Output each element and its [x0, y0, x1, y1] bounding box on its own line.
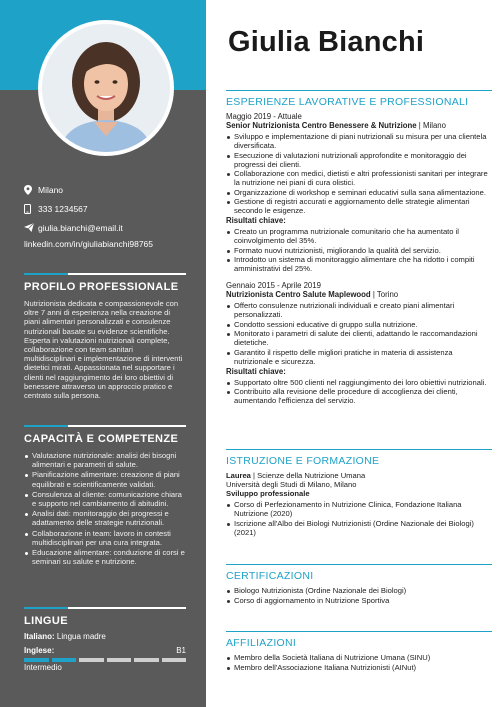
experience-section	[226, 90, 492, 406]
result-item: Supportato oltre 500 clienti nel raggiungimento dei loro obiettivi nutrizionali.	[226, 378, 492, 387]
dev-label: Sviluppo professionale	[226, 489, 310, 498]
job-date: Maggio 2019 - Attuale	[226, 112, 302, 121]
education-section	[226, 449, 492, 537]
job-duties	[226, 301, 492, 366]
phone-text: 333 1234567	[38, 203, 88, 214]
phone-icon	[24, 204, 38, 214]
key-results-label: Risultati chiave:	[226, 366, 286, 376]
degree-detail: | Scienze della Nutrizione Umana	[253, 471, 366, 480]
profile-section	[24, 273, 186, 400]
job-location: | Milano	[418, 121, 446, 130]
level-segment	[162, 658, 187, 662]
paper-plane-icon	[24, 223, 38, 232]
certification-item: Corso di aggiornamento in Nutrizione Sportiva	[226, 596, 492, 605]
experience-title: ESPERIENZE LAVORATIVE E PROFESSIONALI	[226, 90, 492, 108]
job-location: | Torino	[372, 290, 399, 299]
job-title	[226, 290, 492, 299]
certifications-section	[226, 564, 492, 605]
sidebar	[0, 0, 206, 707]
university: Università degli Studi di Milano, Milano	[226, 480, 357, 489]
job-date: Gennaio 2015 - Aprile 2019	[226, 281, 321, 290]
profile-photo	[38, 20, 174, 156]
level-segment	[79, 658, 104, 662]
language-english-label: Inglese:	[24, 646, 55, 655]
main-content	[206, 0, 500, 707]
affiliation-item: Membro dell'Associazione Italiana Nutrizionisti (AINut)	[226, 663, 492, 672]
level-segment	[52, 658, 77, 662]
job-entry	[226, 112, 492, 273]
location-text: Milano	[38, 184, 64, 195]
result-item: Formato nuovi nutrizionisti, migliorando la qualità del servizio.	[226, 246, 492, 255]
education-list	[226, 500, 492, 537]
language-italian-level: Lingua madre	[56, 632, 106, 641]
duty-item: Organizzazione di workshop e seminari educativi sulla sana alimentazione.	[226, 188, 492, 197]
certification-item: Biologo Nutrizionista (Ordine Nazionale dei Biologi)	[226, 586, 492, 595]
language-english-level-bar	[24, 658, 186, 662]
languages-title: LINGUE	[24, 607, 186, 627]
level-segment	[24, 658, 49, 662]
duty-item: Monitorato i parametri di salute dei clienti, adattando le raccomandazioni dietetiche.	[226, 329, 492, 347]
affiliation-item: Membro della Società Italiana di Nutrizione Umana (SINU)	[226, 653, 492, 662]
job-duties	[226, 132, 492, 215]
education-item: Iscrizione all'Albo dei Biologi Nutrizionisti (Ordine Nazionale dei Biologi) (2021)	[226, 519, 492, 537]
skill-item: Pianificazione alimentare: creazione di piani equilibrati e scientificamente validati.	[24, 470, 186, 488]
skill-item: Consulenza al cliente: comunicazione chiara e supporto nel cambiamento di abitudini.	[24, 490, 186, 508]
duty-item: Garantito il rispetto delle migliori pratiche in materia di assistenza nutrizionale e sicurezza.	[226, 348, 492, 366]
language-italian	[24, 632, 186, 641]
result-item: Creato un programma nutrizionale comunitario che ha aumentato il coinvolgimento del 35%.	[226, 227, 492, 245]
job-title	[226, 121, 492, 130]
key-results-list	[226, 227, 492, 273]
contact-location	[24, 180, 199, 199]
certifications-list	[226, 586, 492, 605]
skills-title: CAPACITÀ E COMPETENZE	[24, 425, 186, 445]
duty-item: Sviluppo e implementazione di piani nutrizionali su misura per una clientela diversificata.	[226, 132, 492, 150]
skills-section	[24, 425, 186, 567]
duty-item: Esecuzione di valutazioni nutrizionali approfondite e monitoraggio dei progressi dei clienti.	[226, 151, 492, 169]
skills-list	[24, 451, 186, 566]
skill-item: Analisi dati: monitoraggio dei progressi e adattamento delle strategie nutrizionali.	[24, 509, 186, 527]
duty-item: Collaborazione con medici, dietisti e altri professionisti sanitari per integrare la nutrizione nei piani di cura olistici.	[226, 169, 492, 187]
contact-block	[24, 180, 199, 249]
affiliations-section	[226, 631, 492, 672]
email-link[interactable]: giulia.bianchi@email.it	[38, 222, 123, 233]
skill-item: Collaborazione in team: lavoro in contesti multidisciplinari per una cura integrata.	[24, 529, 186, 547]
profile-title: PROFILO PROFESSIONALE	[24, 273, 186, 293]
language-english-level-text: Intermedio	[24, 663, 62, 672]
job-role: Senior Nutrizionista Centro Benessere & Nutrizione	[226, 121, 417, 130]
contact-email	[24, 218, 199, 237]
language-english-code: B1	[176, 646, 186, 655]
education-degree	[226, 471, 492, 480]
languages-section	[24, 607, 186, 672]
affiliations-title: AFFILIAZIONI	[226, 631, 492, 649]
duty-item: Offerto consulenze nutrizionali individuali e creato piani alimentari personalizzati.	[226, 301, 492, 319]
language-italian-label: Italiano:	[24, 632, 55, 641]
degree-label: Laurea	[226, 471, 251, 480]
level-segment	[134, 658, 159, 662]
person-name: Giulia Bianchi	[228, 26, 425, 58]
level-segment	[107, 658, 132, 662]
result-item: Introdotto un sistema di monitoraggio alimentare che ha ridotto i compiti amministrativi del 25%.	[226, 255, 492, 273]
skill-item: Educazione alimentare: conduzione di corsi e seminari su salute e nutrizione.	[24, 548, 186, 566]
affiliations-list	[226, 653, 492, 672]
linkedin-link[interactable]: linkedin.com/in/giuliabianchi98765	[24, 239, 154, 249]
location-pin-icon	[24, 185, 38, 195]
profile-text: Nutrizionista dedicata e compassionevole con oltre 7 anni di esperienza nella creazione di piani alimentari personalizzati e consulenze nutrizionali basate su evidenze scientifiche. Esperta in valutazioni nutrizionali complete, collaborazione con team sanitari multidisciplinari e implementazione di interventi dietetici mirati. Appassionata nel supportare i clienti nel raggiungimento dei loro obiettivi di benessere attraverso un approccio pratico e centrato sulla persona.	[24, 299, 183, 401]
key-results-list	[226, 378, 492, 406]
contact-phone	[24, 199, 199, 218]
duty-item: Gestione di registri accurati e aggiornamento delle strategie alimentari secondo le esigenze.	[226, 197, 492, 215]
education-item: Corso di Perfezionamento in Nutrizione Clinica, Fondazione Italiana Nutrizione (2020)	[226, 500, 492, 518]
result-item: Contribuito alla revisione delle procedure di accoglienza dei clienti, aumentando l'efficienza del servizio.	[226, 387, 492, 405]
certifications-title: CERTIFICAZIONI	[226, 564, 492, 582]
job-role: Nutrizionista Centro Salute Maplewood	[226, 290, 371, 299]
duty-item: Condotto sessioni educative di gruppo sulla nutrizione.	[226, 320, 492, 329]
job-entry	[226, 281, 492, 405]
education-title: ISTRUZIONE E FORMAZIONE	[226, 449, 492, 467]
language-english	[24, 646, 186, 655]
key-results-label: Risultati chiave:	[226, 216, 286, 225]
skill-item: Valutazione nutrizionale: analisi dei bisogni alimentari e parametri di salute.	[24, 451, 186, 469]
